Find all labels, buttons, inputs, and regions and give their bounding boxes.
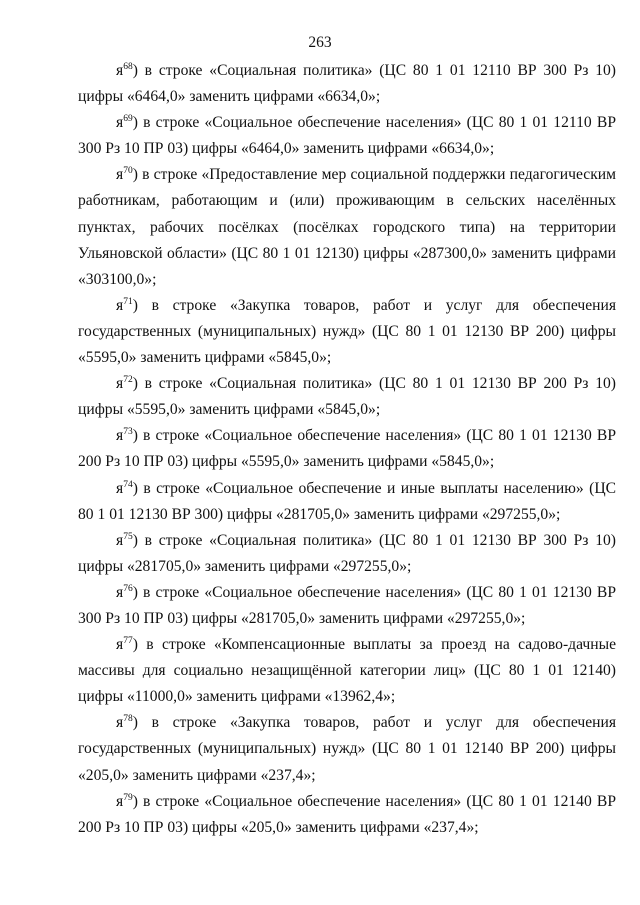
item-text: ) в строке «Социальное обеспечение населения» (ЦС 80 1 01 12130 ВР 300 Рз 10 ПР 03) цифры «281705,0» заменить цифрами «297255,0»;	[78, 583, 616, 627]
amendment-paragraph	[78, 528, 616, 580]
item-text: ) в строке «Социальное обеспечение населения» (ЦС 80 1 01 12110 ВР 300 Рз 10 ПР 03) цифры «6464,0» заменить цифрами «6634,0»;	[78, 114, 616, 158]
item-text: ) в строке «Социальное обеспечение населения» (ЦС 80 1 01 12140 ВР 200 Рз 10 ПР 03) цифры «205,0» заменить цифрами «237,4»;	[78, 792, 616, 836]
item-label: я	[116, 531, 124, 549]
item-label: я	[116, 714, 124, 732]
item-superscript: 75	[123, 531, 133, 542]
item-label: я	[116, 479, 124, 497]
document-body	[78, 58, 616, 841]
item-superscript: 70	[123, 166, 133, 177]
item-label: я	[116, 114, 124, 132]
amendment-paragraph	[78, 789, 616, 841]
item-text: ) в строке «Социальная политика» (ЦС 80 1 01 12110 ВР 300 Рз 10) цифры «6464,0» заменить цифрами «6634,0»;	[78, 62, 616, 106]
amendment-paragraph	[78, 293, 616, 371]
item-superscript: 72	[123, 375, 133, 386]
amendment-paragraph	[78, 423, 616, 475]
item-label: я	[116, 636, 124, 654]
item-superscript: 69	[123, 114, 133, 125]
item-text: ) в строке «Социальное обеспечение населения» (ЦС 80 1 01 12130 ВР 200 Рз 10 ПР 03) цифры «5595,0» заменить цифрами «5845,0»;	[78, 427, 616, 471]
amendment-paragraph	[78, 580, 616, 632]
item-text: ) в строке «Социальное обеспечение и иные выплаты населению» (ЦС 80 1 01 12130 ВР 300) цифры «281705,0» заменить цифрами «297255,0»;	[78, 479, 616, 523]
item-superscript: 76	[123, 583, 133, 594]
item-label: я	[116, 62, 124, 79]
item-text: ) в строке «Социальная политика» (ЦС 80 1 01 12130 ВР 300 Рз 10) цифры «281705,0» заменить цифрами «297255,0»;	[78, 531, 616, 575]
item-superscript: 71	[123, 296, 133, 307]
amendment-paragraph	[78, 710, 616, 788]
item-text: ) в строке «Закупка товаров, работ и услуг для обеспечения государственных (муниципальных) нужд» (ЦС 80 1 01 12140 ВР 200) цифры «205,0» заменить цифрами «237,4»;	[78, 714, 616, 784]
item-label: я	[116, 166, 124, 184]
item-text: ) в строке «Закупка товаров, работ и услуг для обеспечения государственных (муниципальных) нужд» (ЦС 80 1 01 12130 ВР 200) цифры «5595,0» заменить цифрами «5845,0»;	[78, 296, 616, 367]
amendment-paragraph	[78, 162, 616, 292]
amendment-paragraph	[78, 371, 616, 423]
item-label: я	[116, 427, 124, 445]
item-superscript: 79	[123, 792, 133, 803]
item-label: я	[116, 375, 124, 393]
page-number: 263	[308, 34, 332, 51]
item-superscript: 74	[123, 479, 133, 490]
item-superscript: 78	[123, 714, 133, 725]
amendment-paragraph	[78, 110, 616, 162]
item-text: ) в строке «Социальная политика» (ЦС 80 1 01 12130 ВР 200 Рз 10) цифры «5595,0» заменить цифрами «5845,0»;	[78, 375, 616, 419]
item-superscript: 68	[123, 62, 133, 72]
item-label: я	[116, 296, 124, 314]
item-label: я	[116, 583, 124, 601]
amendment-paragraph	[78, 476, 616, 528]
item-superscript: 77	[123, 636, 133, 647]
amendment-paragraph	[78, 632, 616, 710]
item-text: ) в строке «Компенсационные выплаты за проезд на садово-дачные массивы для социально незащищённой категории лиц» (ЦС 80 1 01 12140) цифры «11000,0» заменить цифрами «13962,4»;	[78, 636, 616, 706]
item-label: я	[116, 792, 124, 810]
amendment-paragraph	[78, 58, 616, 110]
item-superscript: 73	[123, 427, 133, 438]
item-text: ) в строке «Предоставление мер социальной поддержки педагогическим работникам, работающим и (или) проживающим в сельских населённых пунктах, рабочих посёлках (посёлках городского типа) на территории Ульяновской области» (ЦС 80 1 01 12130) цифры «287300,0» заменить цифрами «303100,0»;	[78, 166, 616, 288]
